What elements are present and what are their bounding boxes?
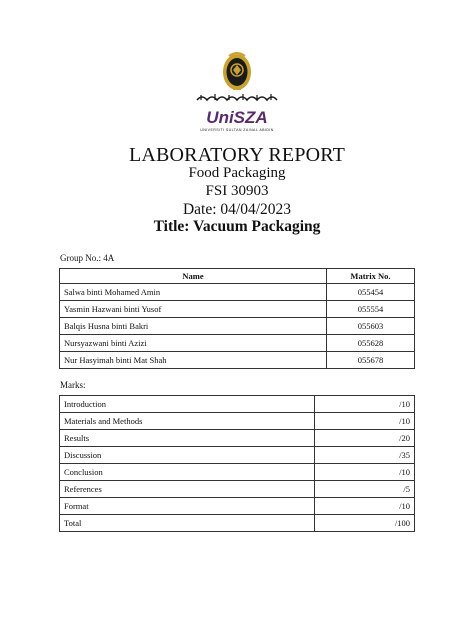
university-logo: [0, 48, 474, 134]
table-row: [60, 447, 415, 464]
wordmark: UniSZA: [206, 108, 268, 127]
marks-score: /10: [315, 464, 415, 481]
course-code: FSI 30903: [205, 183, 269, 199]
table-row: [60, 498, 415, 515]
table-row: [60, 335, 415, 352]
member-name: Balqis Husna binti Bakri: [60, 318, 327, 335]
column-header-matrix: Matrix No.: [327, 269, 415, 284]
table-row: [60, 284, 415, 301]
marks-category: Conclusion: [60, 464, 315, 481]
column-header-name: Name: [60, 269, 327, 284]
member-name: Yasmin Hazwani binti Yusof: [60, 301, 327, 318]
marks-score: /10: [315, 498, 415, 515]
table-row: [60, 430, 415, 447]
marks-label: Marks:: [60, 380, 86, 390]
table-row: [60, 413, 415, 430]
crest-icon: [223, 53, 251, 90]
table-row: [60, 515, 415, 532]
course-name: Food Packaging: [188, 165, 286, 181]
member-matrix: 055454: [327, 284, 415, 301]
marks-category: Materials and Methods: [60, 413, 315, 430]
table-row: [60, 301, 415, 318]
member-matrix: 055678: [327, 352, 415, 369]
marks-category: Discussion: [60, 447, 315, 464]
table-row: [60, 464, 415, 481]
table-row: [60, 481, 415, 498]
marks-score: /10: [315, 396, 415, 413]
member-name: Salwa binti Mohamed Amin: [60, 284, 327, 301]
report-date: Date: 04/04/2023: [182, 201, 292, 218]
member-matrix: 055628: [327, 335, 415, 352]
member-name: Nursyazwani binti Azizi: [60, 335, 327, 352]
table-row: [60, 396, 415, 413]
report-title: Title: Vacuum Packaging: [153, 218, 321, 235]
jawi-script-icon: [197, 94, 277, 100]
table-header-row: [60, 269, 415, 284]
table-row: [60, 352, 415, 369]
members-table: [59, 268, 415, 369]
marks-score: /100: [315, 515, 415, 532]
marks-table: [59, 395, 415, 532]
group-number: Group No.: 4A: [60, 253, 115, 263]
marks-category: Introduction: [60, 396, 315, 413]
marks-category: Format: [60, 498, 315, 515]
member-name: Nur Hasyimah binti Mat Shah: [60, 352, 327, 369]
member-matrix: 055554: [327, 301, 415, 318]
member-matrix: 055603: [327, 318, 415, 335]
marks-score: /35: [315, 447, 415, 464]
marks-category: Total: [60, 515, 315, 532]
marks-score: /5: [315, 481, 415, 498]
marks-category: References: [60, 481, 315, 498]
table-row: [60, 318, 415, 335]
marks-score: /10: [315, 413, 415, 430]
tagline: UNIVERSITI SULTAN ZAINAL ABIDIN: [200, 128, 274, 132]
marks-score: /20: [315, 430, 415, 447]
marks-category: Results: [60, 430, 315, 447]
report-heading: LABORATORY REPORT: [128, 144, 346, 166]
